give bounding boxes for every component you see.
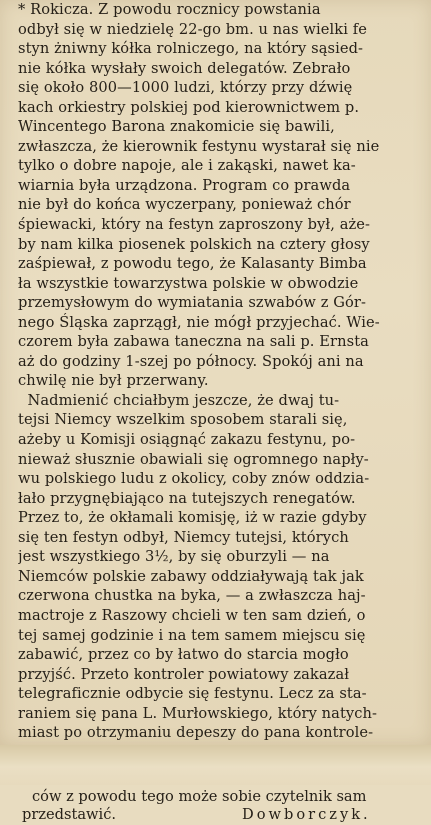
article-clipping-bottom — [0, 785, 431, 825]
article-line: aż do godziny 1-szej po północy. Spokój ani na — [18, 352, 364, 370]
article-line: miast po otrzymaniu depeszy do pana kontrole- — [18, 724, 374, 742]
article-line: nie kółka wysłały swoich delegatów. Zebrało — [18, 59, 351, 77]
article-line: by nam kilka piosenek polskich na cztery głosy — [18, 235, 370, 253]
article-line: czerwona chustka na byka, — a zwłaszcza haj- — [18, 587, 366, 605]
article-line: mactroje z Raszowy chcieli w ten sam dzień, o — [18, 606, 366, 624]
article-line: telegraficznie odbycie się festynu. Lecz za sta- — [18, 685, 367, 703]
article-line: Nadmienić chciałbym jeszcze, że dwaj tu- — [18, 391, 340, 409]
article-line: nieważ słusznie obawiali się ogromnego napły- — [18, 450, 369, 468]
article-line: zabawić, przez co by łatwo do starcia mogło — [18, 646, 349, 664]
author-signature: Dowborczyk. — [242, 806, 371, 823]
article-body — [18, 0, 424, 782]
article-line: zaśpiewał, z powodu tego, że Kalasanty Bimba — [18, 255, 367, 273]
article-line: zwłaszcza, że kierownik festynu wystarał się nie — [18, 137, 380, 155]
article-line: * Rokicza. Z powodu rocznicy powstania — [18, 1, 321, 18]
continuation-line: ców z powodu tego może sobie czytelnik sam — [32, 788, 367, 805]
article-line: tej samej godzinie i na tem samem miejscu się — [18, 626, 366, 644]
article-line: Niemców polskie zabawy oddziaływają tak jak — [18, 567, 364, 585]
article-line: tylko o dobre napoje, ale i zakąski, nawet ka- — [18, 157, 356, 175]
article-line: tejsi Niemcy wszelkim sposobem starali się, — [18, 411, 348, 429]
article-line: ażeby u Komisji osiągnąć zakazu festynu, po- — [18, 431, 356, 449]
article-line: Przez to, że okłamali komisję, iż w razie gdyby — [18, 509, 367, 527]
article-continuation — [10, 788, 428, 824]
article-line: łało przygnębiająco na tutejszych renegatów. — [18, 489, 356, 507]
article-line: odbył się w niedzielę 22-go bm. u nas wielki fe — [18, 20, 367, 38]
article-line: wiarnia była urządzona. Program co prawda — [18, 176, 351, 194]
article-line: Wincentego Barona znakomicie się bawili, — [18, 118, 335, 136]
article-line: chwilę nie był przerwany. — [18, 372, 209, 390]
article-line: śpiewacki, który na festyn zaproszony był, aże- — [18, 216, 371, 234]
article-line: nego Śląska zaprzągł, nie mógł przyjechać. Wie- — [18, 313, 380, 331]
article-line: styn żniwny kółka rolniczego, na który sąsied- — [18, 40, 364, 58]
article-line: ła wszystkie towarzystwa polskie w obwodzie — [18, 274, 359, 292]
article-line: raniem się pana L. Murłowskiego, który natych- — [18, 704, 378, 722]
article-line: się ten festyn odbył, Niemcy tutejsi, których — [18, 528, 349, 546]
article-line: jest wszystkiego 3½, by się oburzyli — na — [18, 548, 330, 566]
article-line: się około 800—1000 ludzi, którzy przy dźwię — [18, 79, 353, 97]
article-line: przemysłowym do wymiatania szwabów z Gór- — [18, 294, 367, 312]
article-line: kach orkiestry polskiej pod kierownictwem p. — [18, 98, 360, 116]
article-line: nie był do końca wyczerpany, ponieważ chór — [18, 196, 351, 214]
continuation-end: przedstawić. — [22, 806, 117, 823]
continuation-line — [10, 806, 428, 824]
column-gap — [0, 745, 431, 785]
article-line: wu polskiego ludu z okolicy, coby znów oddzia- — [18, 470, 370, 488]
article-line: czorem była zabawa taneczna na sali p. Ernsta — [18, 333, 369, 351]
article-line: przyjść. Przeto kontroler powiatowy zakazał — [18, 665, 350, 683]
